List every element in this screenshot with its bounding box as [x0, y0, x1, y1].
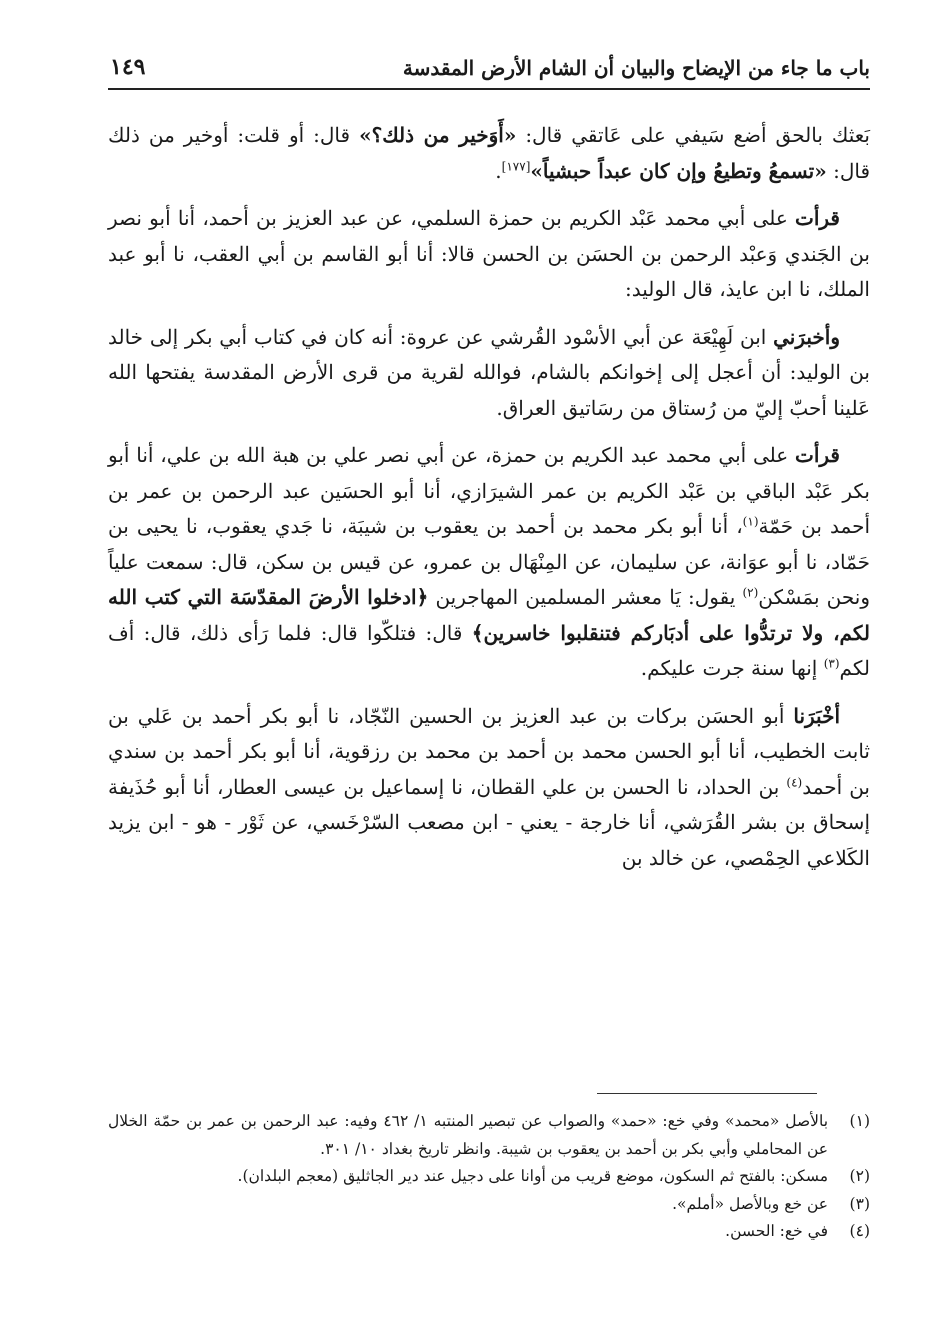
footnote-number: (٤)	[849, 1222, 870, 1240]
text-run: .	[495, 158, 502, 183]
emphasized-text: «أَوَخير من ذلك؟»	[359, 123, 517, 147]
text-run: بَعثك بالحق أضع سَيفي على عَاتقي قال:	[516, 123, 870, 147]
reference-marker: (١)	[742, 514, 759, 529]
reference-marker: [١٧٧]	[501, 158, 531, 173]
running-header	[108, 52, 870, 90]
emphasized-text: ﴿ادخلوا الأرضَ المقدّسَة التي كتب الله لكم، ولا ترتدُّوا على أدبَاركم فتنقلبوا خاسرين﴾	[108, 585, 870, 645]
footnotes	[108, 1108, 870, 1246]
footnote-text: في خع: الحسن.	[725, 1222, 828, 1240]
page-number: ١٤٩	[110, 54, 146, 80]
text-run: على أبي محمد عَبْد الكريم بن حمزة السلمي، عن عبد العزيز بن أحمد، أنا أبو نصر بن الجَندي وَعبْد الرحمن بن الحسَن بن الحسن قالا: أنا أبو القاسم بن أبي العقب، نا أبو عبد الملك، نا ابن عايذ، قال الوليد:	[108, 206, 870, 301]
footnote-text: عن خع وبالأصل «أملم».	[672, 1194, 828, 1213]
text-run: أبو الحسَن بركات بن عبد العزيز بن الحسين النّجّاد، نا أبو بكر أحمد بن عَلي بن ثابت الخطيب، أنا أبو الحسن محمد بن أحمد بن محمد بن رزقوية، أنا أبو بكر أحمد بن سندي بن أحمد	[108, 703, 870, 799]
paragraph	[108, 320, 870, 427]
footnote	[108, 1108, 870, 1163]
footnote-number: (٣)	[849, 1194, 870, 1213]
emphasized-text: قرأت	[795, 206, 840, 230]
text-run: ابن لَهِيْعَة عن أبي الأسْود القُرشي عن عروة: أنه كان في كتاب أبي بكر إلى خالد بن الوليد: أن أعجل إلى إخوانكم بالشام، فوالله لقرية من قرى الأرض المقدسة يفتحها الله عَلينا أحبّ إليّ من رُستاق من رسَاتيق العراق.	[108, 324, 870, 420]
paragraph	[108, 118, 870, 189]
footnote-text: بالأصل «محمد» وفي خع: «حمد» والصواب عن تبصير المنتبه ١/ ٤٦٢ وفيه: عبد الرحمن بن عمر بن حمّة الخلال عن المحاملي وأبي بكر بن أحمد بن يعقوب بن شيبة. وانظر تاريخ بغداد ١٠/ ٣٠١.	[108, 1112, 829, 1158]
footnote-number: (١)	[849, 1112, 870, 1130]
text-run: قال: أو قلت: أوخير من ذلك قال:	[108, 123, 870, 183]
text-run: ، أنا أبو بكر محمد بن أحمد بن يعقوب بن شيبَة، نا جَدي يعقوب، نا يحيى بن حَمّاد، نا أبو عوَانة، عن سليمان، عن المِنْهَال بن عمرو، عن قيس بن سكن، قال: سمعت علياً ونحن بمَسْكن	[108, 514, 870, 609]
reference-marker: (٢)	[742, 585, 759, 600]
footnote	[108, 1163, 870, 1191]
text-run: على أبي محمد عبد الكريم بن حمزة، عن أبي نصر علي بن هبة الله بن علي، أنا أبو بكر عَبْد الباقي بن عَبْد الكريم بن عمر الشيرَازي، أنا أبو الحسَين عبد الرحمن بن عمر بن أحمد بن حَمّة	[108, 443, 870, 538]
emphasized-text: وأخبرَني	[773, 324, 840, 349]
reference-marker: (٤)	[786, 774, 803, 789]
text-run: إنها سنة جرت عليكم.	[640, 656, 824, 680]
text-run: يقول: يَا معشر المسلمين المهاجرين	[428, 585, 743, 609]
footnote-text: مسكن: بالفتح ثم السكون، موضع قريب من أوانا على دجيل عند دير الجاثليق (معجم البلدان).	[237, 1167, 828, 1185]
chapter-title: باب ما جاء من الإيضاح والبيان أن الشام الأرض المقدسة	[402, 56, 870, 80]
text-run: قال: فتلكّوا قال: فلما رَأى ذلك، قال: أف لكم	[108, 620, 870, 680]
footnote	[108, 1191, 870, 1219]
footnote-number: (٢)	[849, 1167, 870, 1185]
footnote-divider	[597, 1093, 817, 1094]
emphasized-text: أخْبَرَنا	[793, 703, 840, 728]
paragraph	[108, 699, 870, 877]
main-text	[108, 118, 870, 888]
paragraph	[108, 438, 870, 687]
paragraph	[108, 201, 870, 308]
reference-marker: (٣)	[823, 656, 840, 671]
text-run: بن الحداد، نا الحسن بن علي القطان، نا إسماعيل بن عيسى العطار، أنا أبو حُذَيفة إسحاق بن بشر القُرَشي، أنا خارجة - يعني - ابن مصعب السّرْخَسي، عن ثَوْر - هو - ابن يزيد الكَلاعي الحِمْصي، عن خالد بن	[108, 774, 870, 870]
footnote	[108, 1218, 870, 1246]
emphasized-text: قرأت	[795, 443, 840, 467]
emphasized-text: «تسمعُ وتطيعُ وإن كان عبداً حبشياً»	[530, 158, 827, 183]
